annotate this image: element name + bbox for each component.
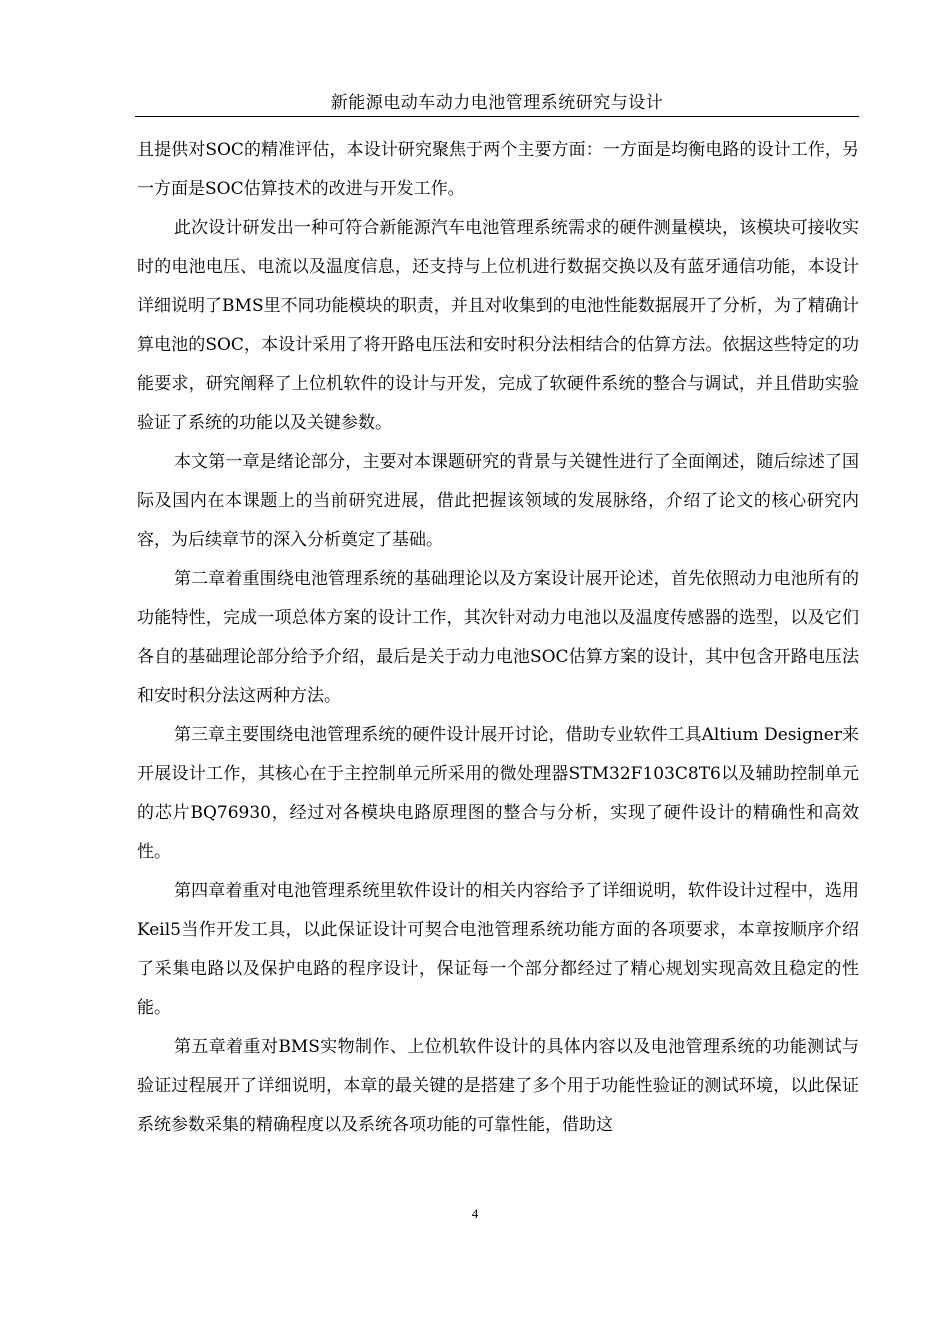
paragraph: 第四章着重对电池管理系统里软件设计的相关内容给予了详细说明，软件设计过程中，选用Keil5当作开发工具，以此保证设计可契合电池管理系统功能方面的各项要求，本章按顺序介绍了采集电路以及保护电路的程序设计，保证每一个部分都经过了精心规划实现高效且稳定的性能。 <box>137 881 859 1018</box>
paragraph: 第五章着重对BMS实物制作、上位机软件设计的具体内容以及电池管理系统的功能测试与验证过程展开了详细说明，本章的最关键的是搭建了多个用于功能性验证的测试环境，以此保证系统参数采集的精确程度以及系统各项功能的可靠性能，借助这 <box>137 1037 859 1135</box>
header-title: 新能源电动车动力电池管理系统研究与设计 <box>330 93 664 113</box>
paragraph: 第三章主要围绕电池管理系统的硬件设计展开讨论，借助专业软件工具Altium Designer来开展设计工作，其核心在于主控制单元所采用的微处理器STM32F103C8T6以及辅助控制单元的芯片BQ76930，经过对各模块电路原理图的整合与分析，实现了硬件设计的精确性和高效性。 <box>137 725 859 862</box>
page-header <box>135 90 859 117</box>
paragraph: 且提供对SOC的精准评估，本设计研究聚焦于两个主要方面：一方面是均衡电路的设计工作，另一方面是SOC估算技术的改进与开发工作。 <box>137 140 859 199</box>
page-number: 4 <box>471 1206 479 1221</box>
paragraph: 本文第一章是绪论部分，主要对本课题研究的背景与关键性进行了全面阐述，随后综述了国际及国内在本课题上的当前研究进展，借此把握该领域的发展脉络，介绍了论文的核心研究内容，为后续章节的深入分析奠定了基础。 <box>137 452 859 550</box>
paragraph: 第二章着重围绕电池管理系统的基础理论以及方案设计展开论述，首先依照动力电池所有的功能特性，完成一项总体方案的设计工作，其次针对动力电池以及温度传感器的选型，以及它们各自的基础理论部分给予介绍，最后是关于动力电池SOC估算方案的设计，其中包含开路电压法和安时积分法这两种方法。 <box>137 569 859 706</box>
paragraph: 此次设计研发出一种可符合新能源汽车电池管理系统需求的硬件测量模块，该模块可接收实时的电池电压、电流以及温度信息，还支持与上位机进行数据交换以及有蓝牙通信功能，本设计详细说明了BMS里不同功能模块的职责，并且对收集到的电池性能数据展开了分析，为了精确计算电池的SOC，本设计采用了将开路电压法和安时积分法相结合的估算方法。依据这些特定的功能要求，研究阐释了上位机软件的设计与开发，完成了软硬件系统的整合与调试，并且借助实验验证了系统的功能以及关键参数。 <box>137 218 859 433</box>
body-text <box>137 131 859 1145</box>
